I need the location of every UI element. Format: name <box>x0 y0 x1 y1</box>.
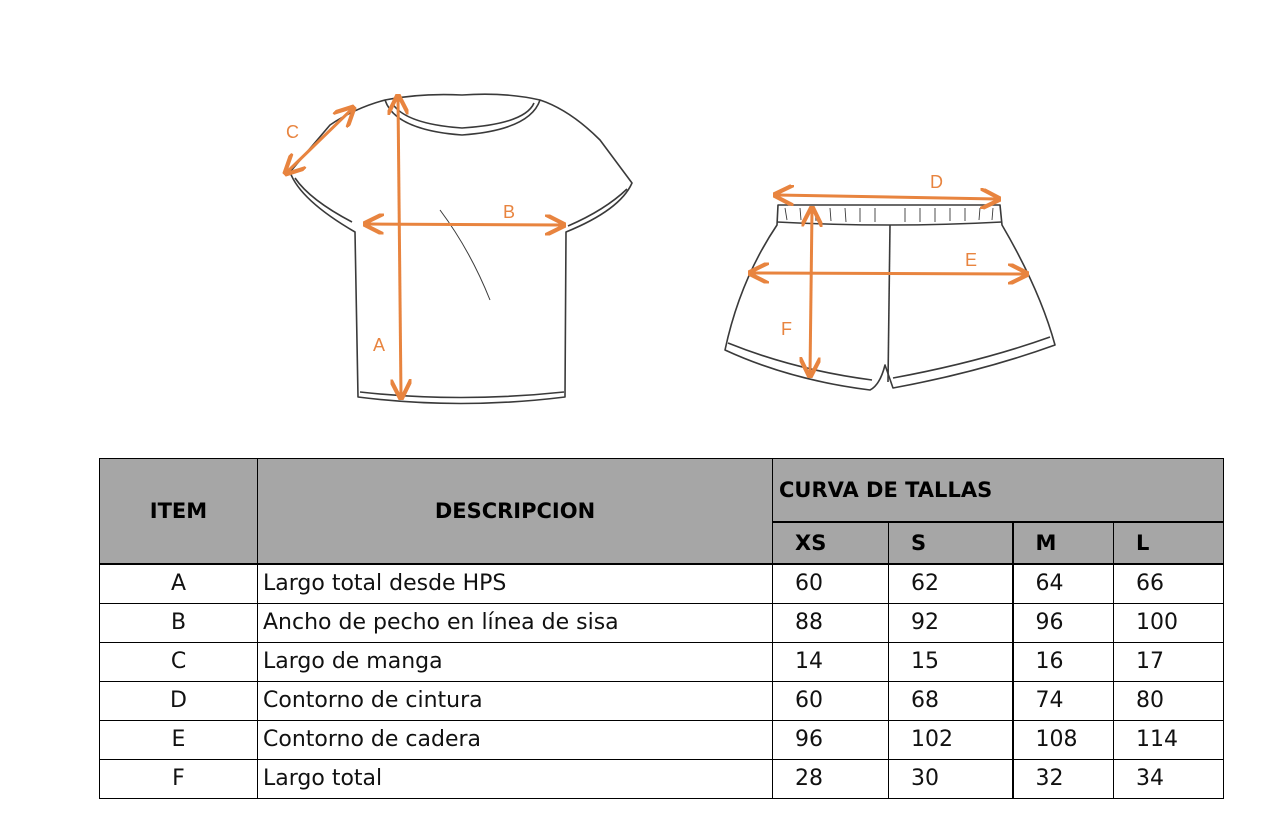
measure-d-label: D <box>930 172 943 192</box>
value-xs: 28 <box>773 759 889 798</box>
value-m: 64 <box>1013 564 1114 604</box>
value-xs: 60 <box>773 681 889 720</box>
tshirt-illustration <box>290 94 632 403</box>
value-xs: 14 <box>773 642 889 681</box>
measure-d-line <box>777 195 997 199</box>
value-l: 66 <box>1114 564 1224 604</box>
value-l: 114 <box>1114 720 1224 759</box>
measure-e-line <box>752 273 1025 274</box>
row-item: F <box>100 759 258 798</box>
header-size-m: M <box>1013 522 1114 564</box>
measure-f-line <box>810 210 812 374</box>
table-row <box>100 681 1224 720</box>
table-row <box>100 642 1224 681</box>
header-description: DESCRIPCION <box>258 459 773 564</box>
value-l: 100 <box>1114 603 1224 642</box>
size-chart-table <box>99 458 1224 799</box>
value-xs: 60 <box>773 564 889 604</box>
header-size-curve: CURVA DE TALLAS <box>773 459 1224 522</box>
header-size-xs: XS <box>773 522 889 564</box>
row-description: Largo total <box>258 759 773 798</box>
measure-e-label: E <box>965 250 978 270</box>
header-size-s: S <box>889 522 1013 564</box>
row-item: C <box>100 642 258 681</box>
measurement-lines <box>287 98 1025 396</box>
row-item: A <box>100 564 258 604</box>
value-xs: 96 <box>773 720 889 759</box>
value-s: 15 <box>889 642 1013 681</box>
measure-a-line <box>398 98 401 396</box>
value-m: 32 <box>1013 759 1114 798</box>
table-row <box>100 603 1224 642</box>
value-xs: 88 <box>773 603 889 642</box>
measure-a-label: A <box>373 335 386 355</box>
row-description: Contorno de cintura <box>258 681 773 720</box>
row-description: Contorno de cadera <box>258 720 773 759</box>
row-item: E <box>100 720 258 759</box>
row-description: Ancho de pecho en línea de sisa <box>258 603 773 642</box>
value-m: 108 <box>1013 720 1114 759</box>
value-m: 96 <box>1013 603 1114 642</box>
value-l: 34 <box>1114 759 1224 798</box>
value-m: 16 <box>1013 642 1114 681</box>
table-row <box>100 564 1224 604</box>
measure-f-label: F <box>781 319 792 339</box>
value-s: 92 <box>889 603 1013 642</box>
value-s: 62 <box>889 564 1013 604</box>
row-item: B <box>100 603 258 642</box>
value-s: 102 <box>889 720 1013 759</box>
value-s: 30 <box>889 759 1013 798</box>
row-description: Largo de manga <box>258 642 773 681</box>
row-description: Largo total desde HPS <box>258 564 773 604</box>
shorts-illustration <box>725 205 1055 390</box>
header-item: ITEM <box>100 459 258 564</box>
value-m: 74 <box>1013 681 1114 720</box>
header-size-l: L <box>1114 522 1224 564</box>
measure-b-line <box>367 224 562 225</box>
table-row <box>100 720 1224 759</box>
measure-c-label: C <box>286 122 299 142</box>
table-row <box>100 759 1224 798</box>
value-s: 68 <box>889 681 1013 720</box>
value-l: 80 <box>1114 681 1224 720</box>
row-item: D <box>100 681 258 720</box>
value-l: 17 <box>1114 642 1224 681</box>
measure-b-label: B <box>503 202 516 222</box>
